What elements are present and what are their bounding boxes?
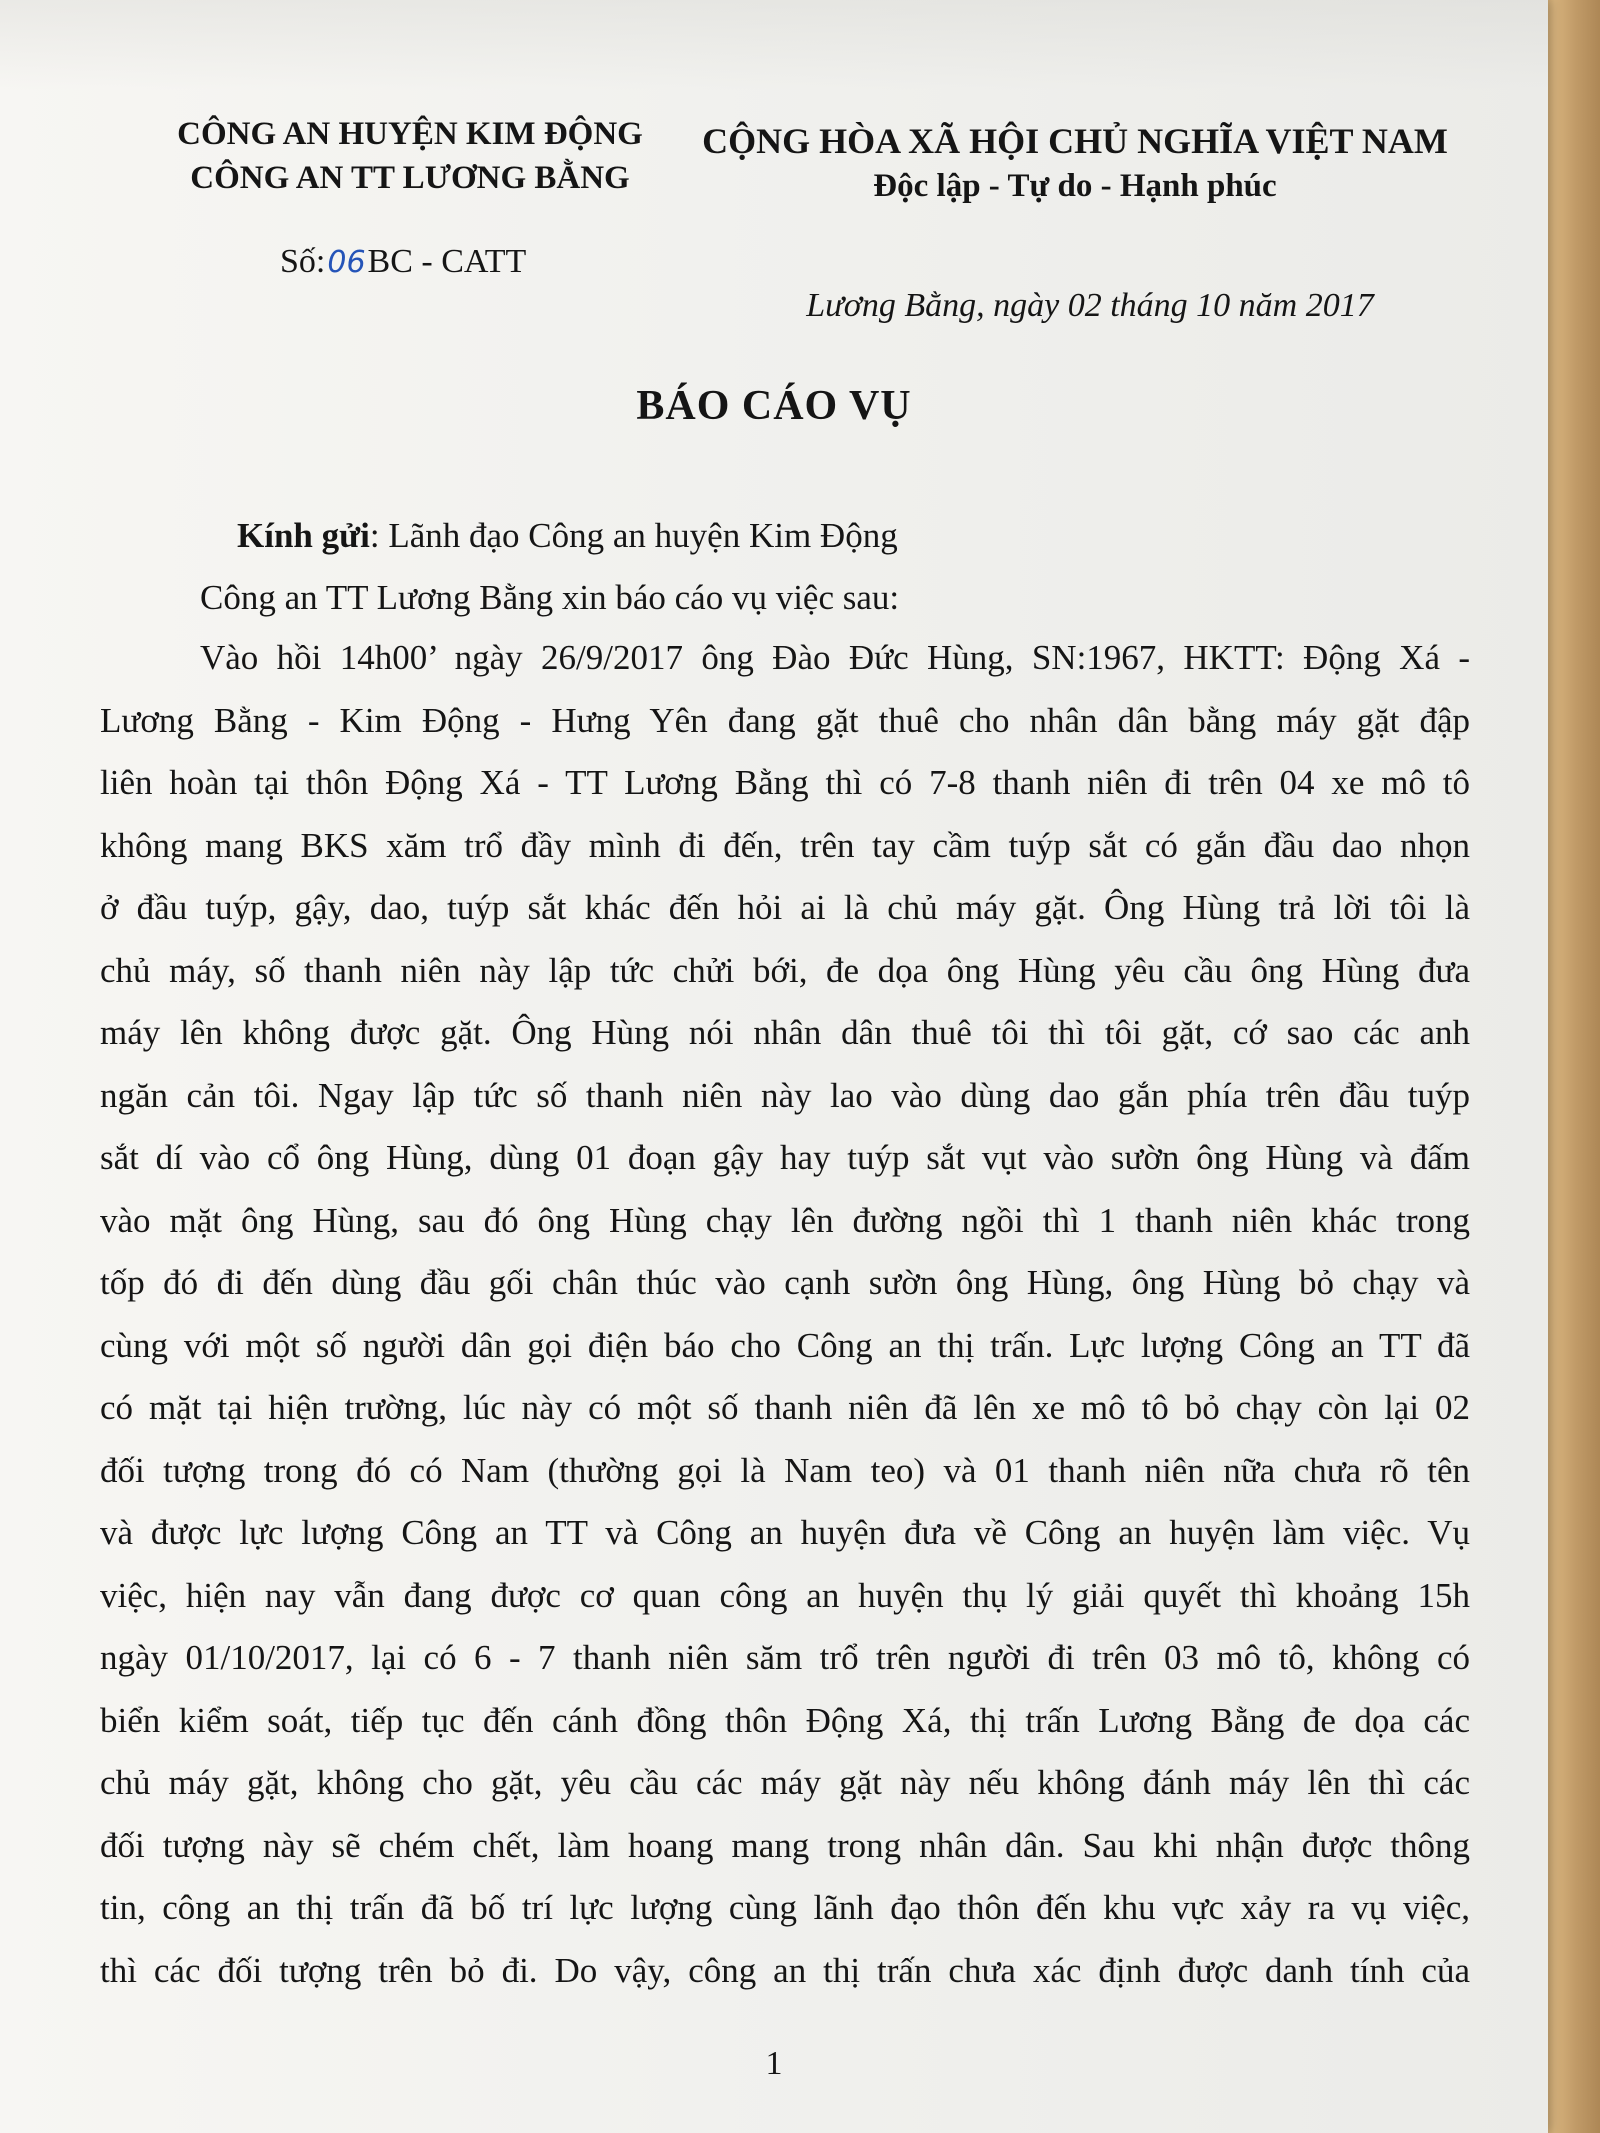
agency-line-2: CÔNG AN TT LƯƠNG BẰNG — [190, 160, 630, 196]
body-line: có mặt tại hiện trường, lúc này có một số thanh niên đã lên xe mô tô bỏ chạy còn lại 02 — [100, 1388, 1470, 1427]
body-line: ngày 01/10/2017, lại có 6 - 7 thanh niên săm trổ trên người đi trên 03 mô tô, không có — [100, 1638, 1470, 1677]
body-line: cùng với một số người dân gọi điện báo cho Công an thị trấn. Lực lượng Công an TT đã — [100, 1325, 1470, 1365]
document-title: BÁO CÁO VỤ — [636, 383, 912, 429]
body-line: Vào hồi 14h00’ ngày 26/9/2017 ông Đào Đức Hùng, SN:1967, HKTT: Động Xá - — [200, 638, 1470, 677]
body-line: đối tượng trong đó có Nam (thường gọi là Nam teo) và 01 thanh niên nữa chưa rõ tên — [100, 1450, 1470, 1490]
body-line: ngăn cản tôi. Ngay lập tức số thanh niên này lao vào dùng dao gắn phía trên đầu tuýp — [100, 1075, 1470, 1115]
body-line: việc, hiện nay vẫn đang được cơ quan công an huyện thụ lý giải quyết thì khoảng 15h — [100, 1575, 1470, 1615]
recipient-line — [237, 514, 898, 558]
page-number: 1 — [765, 2045, 783, 2082]
body-line: và được lực lượng Công an TT và Công an huyện đưa về Công an huyện làm việc. Vụ — [100, 1513, 1470, 1552]
body-line: ở đầu tuýp, gậy, dao, tuýp sắt khác đến hỏi ai là chủ máy gặt. Ông Hùng trả lời tôi là — [100, 888, 1470, 927]
body-line: không mang BKS xăm trổ đầy mình đi đến, trên tay cầm tuýp sắt có gắn đầu dao nhọn — [100, 825, 1470, 865]
body-line: máy lên không được gặt. Ông Hùng nói nhân dân thuê tôi thì tôi gặt, cớ sao các anh — [100, 1013, 1470, 1052]
issuing-agency — [150, 112, 670, 200]
page-shadow — [0, 0, 1548, 90]
national-heading — [690, 118, 1460, 208]
body-line: vào mặt ông Hùng, sau đó ông Hùng chạy lên đường ngồi thì 1 thanh niên khác trong — [100, 1200, 1470, 1240]
body-line: Lương Bằng - Kim Động - Hưng Yên đang gặt thuê cho nhân dân bằng máy gặt đập — [100, 700, 1470, 740]
document-number-suffix: BC - CATT — [367, 243, 527, 280]
body-line: tin, công an thị trấn đã bố trí lực lượng cùng lãnh đạo thôn đến khu vực xảy ra vụ việc, — [100, 1888, 1470, 1927]
recipient-label: Kính gửi — [237, 516, 370, 555]
body-line: biển kiểm soát, tiếp tục đến cánh đồng thôn Động Xá, thị trấn Lương Bằng đe dọa các — [100, 1700, 1470, 1740]
agency-line-1: CÔNG AN HUYỆN KIM ĐỘNG — [177, 116, 643, 152]
body-line: tốp đó đi đến dùng đầu gối chân thúc vào cạnh sườn ông Hùng, ông Hùng bỏ chạy và — [100, 1263, 1470, 1302]
document-number — [280, 240, 526, 285]
body-line: liên hoàn tại thôn Động Xá - TT Lương Bằng thì có 7-8 thanh niên đi trên 04 xe mô tô — [100, 763, 1470, 802]
place-and-date: Lương Bằng, ngày 02 tháng 10 năm 2017 — [806, 287, 1374, 324]
recipient-value: : Lãnh đạo Công an huyện Kim Động — [369, 516, 898, 555]
intro-sentence: Công an TT Lương Bằng xin báo cáo vụ việc sau: — [200, 578, 900, 617]
handwritten-number: 06 — [327, 245, 366, 280]
report-body — [100, 636, 1470, 2011]
body-line: thì các đối tượng trên bỏ đi. Do vậy, công an thị trấn chưa xác định được danh tính của — [100, 1950, 1470, 1990]
national-motto: Độc lập - Tự do - Hạnh phúc — [873, 168, 1277, 204]
document-number-prefix: Số: — [280, 243, 326, 280]
nation-name: CỘNG HÒA XÃ HỘI CHỦ NGHĨA VIỆT NAM — [702, 121, 1448, 161]
body-line: chủ máy gặt, không cho gặt, yêu cầu các máy gặt này nếu không đánh máy lên thì các — [100, 1763, 1470, 1802]
body-line: chủ máy, số thanh niên này lập tức chửi bới, đe dọa ông Hùng yêu cầu ông Hùng đưa — [100, 950, 1470, 990]
body-line: đối tượng này sẽ chém chết, làm hoang mang trong nhân dân. Sau khi nhận được thông — [100, 1825, 1470, 1865]
body-line: sắt dí vào cổ ông Hùng, dùng 01 đoạn gậy hay tuýp sắt vụt vào sườn ông Hùng và đấm — [100, 1138, 1470, 1177]
